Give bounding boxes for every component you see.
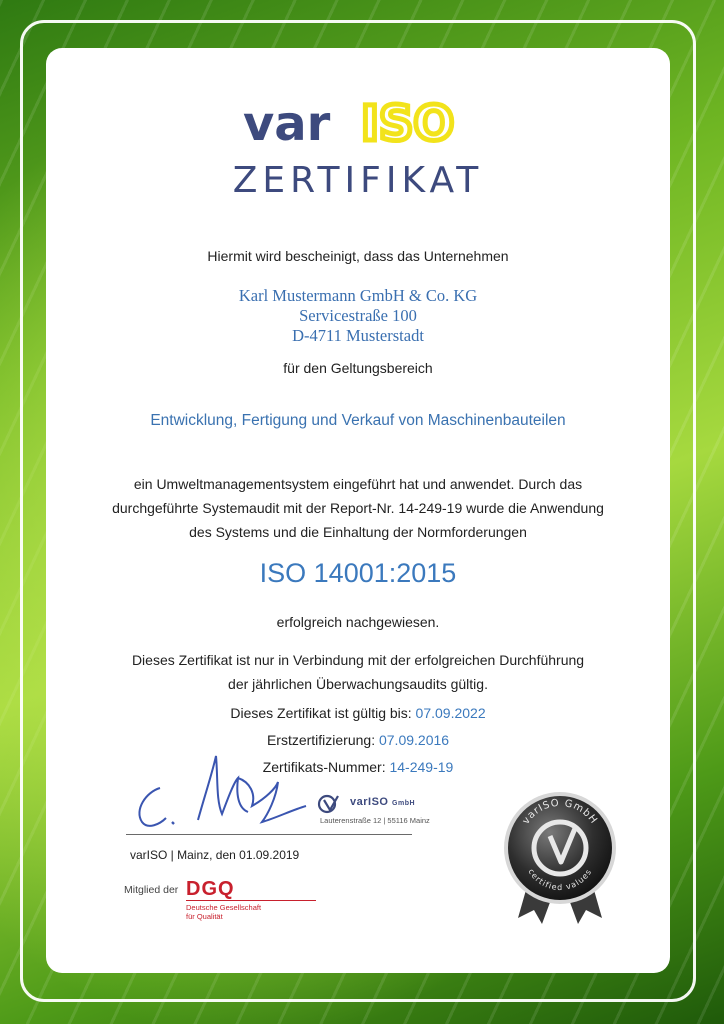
validity-line: Dieses Zertifikat ist nur in Verbindung mit der erfolgreichen Durchführung — [131, 652, 585, 668]
body-line: ein Umweltmanagementsystem eingeführt hat und anwendet. Durch das — [133, 476, 583, 492]
certificate-panel — [46, 48, 670, 973]
logo-var: var — [243, 96, 331, 148]
scope-label: für den Geltungsbereich — [283, 360, 433, 376]
valid-until-row — [46, 700, 670, 727]
company-stamp — [316, 794, 466, 834]
scope-text: Entwicklung, Fertigung und Verkauf von Maschinenbauteilen — [150, 412, 566, 429]
certification-seal — [500, 786, 620, 926]
success-text: erfolgreich nachgewiesen. — [276, 614, 440, 630]
dgq-subtitle-line: für Qualität — [186, 912, 223, 921]
intro-text: Hiermit wird bescheinigt, dass das Unternehmen — [207, 248, 509, 264]
first-certification-value: 07.09.2016 — [378, 732, 450, 748]
stamp-address: Lauterenstraße 12 | 55116 Mainz — [320, 816, 430, 825]
company-city: D-4711 Musterstadt — [292, 326, 424, 345]
signature — [126, 748, 316, 838]
variso-mark-icon — [316, 794, 346, 814]
company-name: Karl Mustermann GmbH & Co. KG — [238, 286, 478, 305]
variso-logo — [46, 96, 670, 148]
stamp-brand — [350, 796, 415, 808]
member-label: Mitglied der — [124, 884, 179, 896]
company-address — [46, 286, 670, 346]
iso-standard: ISO 14001:2015 — [259, 558, 457, 588]
valid-until-label: Dieses Zertifikat ist gültig bis: — [230, 705, 416, 721]
body-text — [46, 472, 670, 544]
dgq-logo: DGQ — [186, 878, 235, 900]
body-line: durchgeführte Systemaudit mit der Report-Nr. 14-249-19 wurde die Anwendung — [112, 500, 604, 516]
company-street: Servicestraße 100 — [299, 306, 417, 325]
certificate-title: ZERTIFIKAT — [232, 160, 484, 201]
signature-line — [126, 834, 412, 835]
valid-until-value: 07.09.2022 — [415, 705, 486, 721]
stamp-brand-name: varISO — [350, 796, 389, 808]
seal-bottom-text: certified values — [526, 867, 594, 893]
dgq-subtitle — [186, 903, 261, 921]
certificate-number-label: Zertifikats-Nummer: — [262, 759, 390, 775]
validity-line: der jährlichen Überwachungsaudits gültig. — [228, 676, 488, 692]
place-date: varISO | Mainz, den 01.09.2019 — [130, 848, 300, 862]
validity-text — [46, 648, 670, 696]
dgq-membership — [124, 880, 344, 924]
body-line: des Systems und die Einhaltung der Normforderungen — [189, 524, 527, 540]
first-certification-label: Erstzertifizierung: — [266, 732, 379, 748]
dgq-subtitle-line: Deutsche Gesellschaft — [186, 903, 262, 912]
certificate-number-value: 14-249-19 — [389, 759, 454, 775]
seal-top-text: varISO GmbH — [520, 797, 600, 827]
dgq-rule — [186, 900, 316, 901]
stamp-gmbh: GmbH — [392, 800, 416, 807]
logo-iso: ISO — [361, 96, 455, 148]
